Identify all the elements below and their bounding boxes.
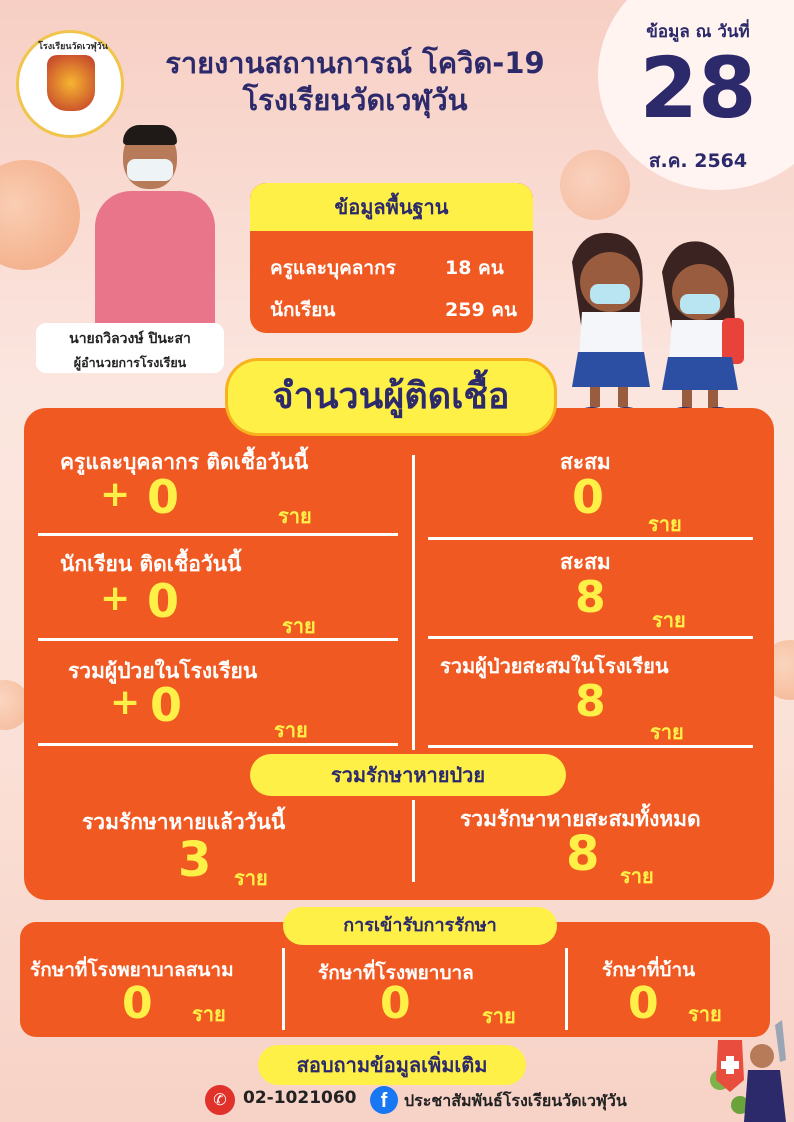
- basic-info-label: นักเรียน: [270, 299, 336, 321]
- students-illustration: [552, 222, 772, 422]
- plus-sign: +: [100, 578, 131, 619]
- field-hospital-label: รักษาที่โรงพยาบาลสนาม: [30, 959, 234, 981]
- student-today-value: 0: [147, 574, 180, 628]
- column-divider: [412, 455, 415, 750]
- virus-decoration: [0, 160, 80, 270]
- recovered-total-label: รวมรักษาหายสะสมทั้งหมด: [460, 807, 701, 831]
- student-today-label: นักเรียน ติดเชื้อวันนี้: [60, 552, 242, 576]
- school-logo: [16, 30, 124, 138]
- director-namecard: [36, 323, 224, 373]
- divider: [428, 745, 753, 748]
- school-total-value: 8: [575, 676, 606, 727]
- hospital-value: 0: [380, 978, 411, 1029]
- basic-info-heading: ข้อมูลพื้นฐาน: [250, 183, 533, 231]
- column-divider: [282, 948, 285, 1030]
- plus-sign: +: [100, 474, 131, 515]
- school-total-label: รวมผู้ป่วยสะสมในโรงเรียน: [440, 654, 669, 678]
- facebook-icon: f: [370, 1086, 398, 1114]
- basic-info-card: [250, 183, 533, 333]
- unit-label: ราย: [282, 614, 316, 638]
- facebook-page-link[interactable]: ประชาสัมพันธ์โรงเรียนวัดเวฬุวัน: [404, 1091, 627, 1110]
- recovered-today-label: รวมรักษาหายแล้ววันนี้: [82, 810, 286, 834]
- page-title: [135, 45, 575, 119]
- field-hospital-value: 0: [122, 978, 153, 1029]
- recovered-today-value: 3: [178, 832, 212, 888]
- unit-label: ราย: [688, 1002, 722, 1026]
- column-divider: [565, 948, 568, 1030]
- unit-label: ราย: [652, 608, 686, 632]
- basic-info-label: ครูและบุคลากร: [270, 257, 396, 279]
- date-label: ข้อมูล ณ วันที่: [646, 22, 750, 42]
- divider: [38, 533, 398, 536]
- staff-total-value: 0: [572, 470, 605, 524]
- student-total-value: 8: [575, 572, 606, 623]
- infected-heading: จำนวนผู้ติดเชื้อ: [228, 361, 554, 433]
- director-photo: [95, 125, 215, 330]
- divider: [38, 743, 398, 746]
- staff-today-label: ครูและบุคลากร ติดเชื้อวันนี้: [60, 450, 309, 474]
- staff-today-value: 0: [147, 470, 180, 524]
- title-line-1: รายงานสถานการณ์ โควิด-19: [165, 46, 545, 80]
- basic-info-row-students: [270, 295, 520, 325]
- unit-label: ราย: [278, 504, 312, 528]
- basic-info-row-staff: [270, 253, 520, 283]
- recovered-total-value: 8: [566, 826, 600, 882]
- basic-info-value: 259 คน: [445, 299, 517, 321]
- divider: [428, 636, 753, 639]
- logo-emblem-icon: [47, 55, 95, 111]
- director-name: นายถวิลวงษ์ ปินะสา: [69, 331, 191, 347]
- column-divider: [412, 800, 415, 882]
- unit-label: ราย: [234, 866, 268, 890]
- unit-label: ราย: [650, 720, 684, 744]
- date-month-year: ส.ค. 2564: [648, 150, 748, 172]
- hospital-label: รักษาที่โรงพยาบาล: [318, 962, 474, 984]
- student-total-label: สะสม: [560, 550, 611, 574]
- home-label: รักษาที่บ้าน: [602, 959, 696, 981]
- director-position: ผู้อำนวยการโรงเรียน: [73, 355, 187, 370]
- unit-label: ราย: [482, 1004, 516, 1028]
- phone-number[interactable]: 02-1021060: [243, 1088, 357, 1108]
- title-line-2: โรงเรียนวัดเวฬุวัน: [242, 83, 468, 118]
- staff-total-label: สะสม: [560, 450, 611, 474]
- unit-label: ราย: [648, 512, 682, 536]
- date-day: 28: [639, 39, 757, 137]
- divider: [38, 638, 398, 641]
- unit-label: ราย: [620, 864, 654, 888]
- plus-sign: +: [110, 682, 141, 723]
- recovered-heading: รวมรักษาหายป่วย: [250, 754, 566, 796]
- basic-info-value: 18 คน: [445, 257, 504, 279]
- unit-label: ราย: [192, 1002, 226, 1026]
- school-today-label: รวมผู้ป่วยในโรงเรียน: [68, 659, 258, 683]
- school-today-value: 0: [150, 678, 183, 732]
- phone-icon: ✆: [205, 1085, 235, 1115]
- home-value: 0: [628, 978, 659, 1029]
- contact-heading: สอบถามข้อมูลเพิ่มเติม: [258, 1045, 526, 1085]
- unit-label: ราย: [274, 718, 308, 742]
- treatment-heading: การเข้ารับการรักษา: [283, 907, 557, 945]
- logo-text: โรงเรียนวัดเวฬุวัน: [38, 42, 108, 52]
- hero-illustration: [700, 1020, 794, 1122]
- divider: [428, 537, 753, 540]
